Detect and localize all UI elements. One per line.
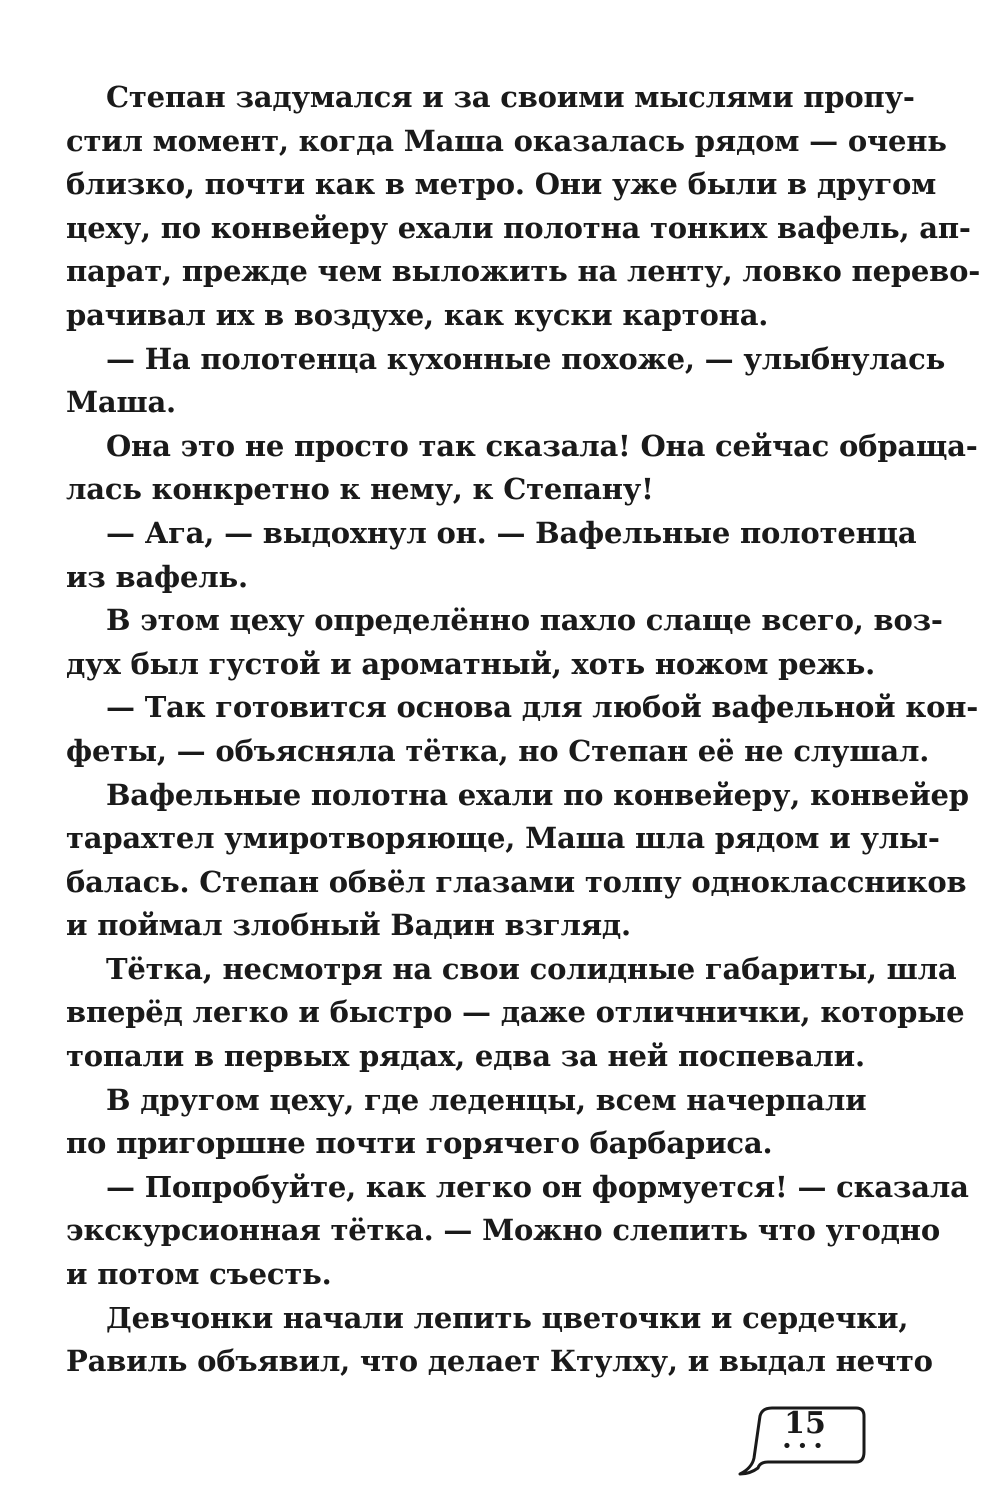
text-line: из вафель. bbox=[66, 559, 248, 594]
text-line: рачивал их в воздухе, как куски картона. bbox=[66, 297, 769, 332]
text-line: по пригоршне почти горячего барбариса. bbox=[66, 1126, 773, 1161]
paragraph bbox=[66, 1079, 867, 1166]
text-line: дух был густой и ароматный, хоть ножом режь. bbox=[66, 646, 875, 681]
text-line: парат, прежде чем выложить на ленту, ловко перево- bbox=[66, 254, 981, 289]
paragraph bbox=[66, 1166, 969, 1297]
text-line: — Ага, — выдохнул он. — Вафельные полотенца bbox=[106, 515, 917, 550]
text-line: феты, — объясняла тётка, но Степан её не слушал. bbox=[66, 733, 930, 768]
paragraph bbox=[66, 948, 965, 1079]
text-line: — Попробуйте, как легко он формуется! — сказала bbox=[106, 1169, 969, 1204]
text-line: балась. Степан обвёл глазами толпу одноклассников bbox=[66, 864, 967, 899]
text-line: лась конкретно к нему, к Степану! bbox=[66, 472, 654, 507]
text-line: топали в первых рядах, едва за ней поспевали. bbox=[66, 1039, 865, 1074]
text-line: близко, почти как в метро. Они уже были в другом bbox=[66, 167, 937, 202]
text-line: В этом цеху определённо пахло слаще всего, воз- bbox=[106, 603, 943, 638]
text-line: тарахтел умиротворяюще, Маша шла рядом и улы- bbox=[66, 821, 940, 856]
paragraph bbox=[66, 686, 979, 773]
text-line: Она это не просто так сказала! Она сейчас обраща- bbox=[106, 428, 978, 463]
text-line: Девчонки начали лепить цветочки и сердечки, bbox=[106, 1300, 909, 1335]
paragraph bbox=[66, 774, 969, 948]
text-line: В другом цеху, где леденцы, всем начерпали bbox=[106, 1082, 867, 1117]
text-line: Степан задумался и за своими мыслями пропу- bbox=[106, 80, 915, 114]
paragraph bbox=[66, 1297, 933, 1384]
paragraph bbox=[66, 425, 978, 512]
page-number: 15 bbox=[784, 1406, 826, 1441]
page-text bbox=[66, 76, 981, 1384]
paragraph bbox=[66, 599, 943, 686]
text-line: Маша. bbox=[66, 385, 176, 420]
paragraph bbox=[66, 512, 917, 599]
ellipsis-dots: ••• bbox=[781, 1436, 829, 1457]
text-line: экскурсионная тётка. — Можно слепить что угодно bbox=[66, 1213, 940, 1248]
text-line: цеху, по конвейеру ехали полотна тонких вафель, ап- bbox=[66, 210, 971, 245]
text-line: Тётка, несмотря на свои солидные габариты, шла bbox=[106, 951, 957, 986]
text-line: стил момент, когда Маша оказалась рядом — очень bbox=[66, 123, 947, 158]
text-line: Вафельные полотна ехали по конвейеру, конвейер bbox=[106, 777, 969, 812]
text-line: Равиль объявил, что делает Ктулху, и выдал нечто bbox=[66, 1344, 933, 1379]
text-line: — Так готовится основа для любой вафельной кон- bbox=[106, 690, 979, 725]
text-line: и поймал злобный Вадин взгляд. bbox=[66, 908, 631, 943]
text-line: — На полотенца кухонные похоже, — улыбнулась bbox=[106, 341, 946, 376]
text-line: и потом съесть. bbox=[66, 1257, 332, 1292]
paragraph bbox=[66, 76, 981, 338]
paragraph bbox=[66, 338, 946, 425]
page-number-badge bbox=[738, 1402, 866, 1478]
text-line: вперёд легко и быстро — даже отличнички, которые bbox=[66, 995, 965, 1030]
